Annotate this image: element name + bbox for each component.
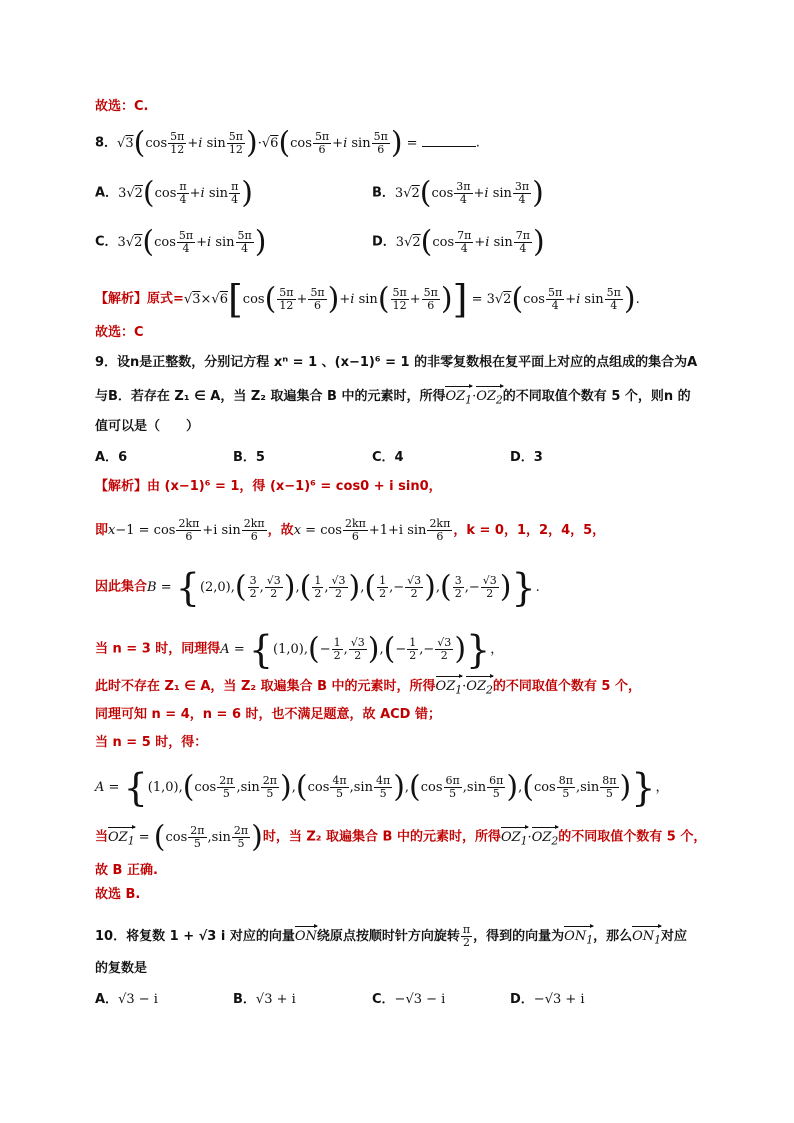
q9-stem-line1: 9．设n是正整数，分别记方程 xⁿ = 1 、(x−1)⁶ = 1 的非零复数根在复平面上对应的点组成的集合为A <box>95 355 698 370</box>
q9-analysis-line5: 此时不存在 Z₁ ∈ A，当 Z₂ 取遍集合 B 中的元素时，所得$OZ_1\cdot OZ_2$的不同取值个数有 5 个， <box>95 678 641 700</box>
q8-option-a: A．3√2(cos $\frac{\pi}{4}$ +i sin $\frac{\pi}{4}$ ) <box>95 175 254 210</box>
q9-stem-line2: 与B．若存在 Z₁ ∈ A，当 Z₂ 取遍集合 B 中的元素时，所得$OZ_1\cdot OZ_2$的不同取值个数有 5 个，则n 的 <box>95 388 691 410</box>
q8-option-d: D．3√2(cos $\frac{7\pi}{4}$ +i sin $\frac{7\pi}{4}$ ) <box>372 224 545 259</box>
q8-analysis: 【解析】原式=√3×√6[cos( $\frac{5\pi}{12}$ + $\frac{5\pi}{6}$ )+i sin( $\frac{5\pi}{12}$ + $\frac{5\pi}{6}$ )] = 3√2(cos $\frac{5\pi}{4}$ +i sin $\frac{5\pi}{4}$ ). <box>95 277 640 321</box>
q9-stem-line3: 值可以是（ ） <box>95 419 200 434</box>
q10-option-a: A．√3 − i <box>95 992 158 1007</box>
answer-blank <box>422 136 476 147</box>
q9-analysis-set-a: A = {(1,0),(cos $\frac{2\pi}{5}$ ,sin $\frac{2\pi}{5}$ ),(cos $\frac{4\pi}{5}$ ,sin $\frac{4\pi}{5}$ ),(cos $\frac{6\pi}{5}$ ,sin $\frac{6\pi}{5}$ ),(cos $\frac{8\pi}{5}$ ,sin $\frac{8\pi}{5}$ )}， <box>95 765 669 809</box>
q9-analysis-line10: 故 B 正确. <box>95 863 158 878</box>
q9-analysis-line9: 当$OZ_1 = (\cos$ $\frac{2\pi}{5}$ ,sin $\frac{2\pi}{5}$ )时，当 Z₂ 取遍集合 B 中的元素时，所得$OZ_1\cdot OZ_2$的不同取值个数有 5 个， <box>95 819 707 854</box>
q9-option-d: D．3 <box>510 450 543 465</box>
q10-stem-line1: 10．将复数 1 + √3 i 对应的向量ON绕原点按顺时针方向旋转 $\frac{\pi}{2}$ ，得到的向量为$ON_1$，那么$ON_1$对应 <box>95 923 688 949</box>
q8-number: 8． <box>95 135 118 151</box>
q8-option-b: B．3√2(cos $\frac{3\pi}{4}$ +i sin $\frac{3\pi}{4}$ ) <box>372 175 544 210</box>
q9-option-b: B．5 <box>233 450 265 465</box>
q10-option-b: B．√3 + i <box>233 992 296 1007</box>
q8-stem: 8．√3(cos $\frac{5\pi}{12}$ +i sin $\frac{5\pi}{12}$ )·√6(cos $\frac{5\pi}{6}$ +i sin $\frac{5\pi}{6}$ ) = . <box>95 125 480 160</box>
q9-analysis-line3: 因此集合B = {(2,0),( $\frac{3}{2}$ , $\frac{√3}{2}$ ),( $\frac{1}{2}$ , $\frac{√3}{2}$ ),( $\frac{1}{2}$ ,− $\frac{√3}{2}$ ),( $\frac{3}{2}$ ,− $\frac{√3}{2}$ )}. <box>95 565 540 609</box>
q9-analysis-line4: 当 n = 3 时，同理得A = {(1,0),(− $\frac{1}{2}$ , $\frac{√3}{2}$ ),(− $\frac{1}{2}$ ,− $\frac{√3}{2}$ )}， <box>95 627 504 671</box>
q10-option-c: C．−√3 − i <box>372 992 446 1007</box>
q10-stem-line2: 的复数是 <box>95 961 148 976</box>
q9-analysis-line1: 【解析】由 (x−1)⁶ = 1，得 (x−1)⁶ = cos0 + i sin0， <box>95 479 442 494</box>
q9-analysis-line6: 同理可知 n = 4，n = 6 时，也不满足题意，故 ACD 错； <box>95 707 441 722</box>
q10-option-d: D．−√3 + i <box>510 992 585 1007</box>
q9-choice: 故选 B. <box>95 887 141 902</box>
prev-answer: 故选：C. <box>95 99 149 114</box>
q8-choice: 故选：C <box>95 325 144 340</box>
q8-option-c: C．3√2(cos $\frac{5\pi}{4}$ +i sin $\frac{5\pi}{4}$ ) <box>95 224 267 259</box>
q9-analysis-line7: 当 n = 5 时，得： <box>95 735 208 750</box>
q9-option-a: A．6 <box>95 450 128 465</box>
q9-analysis-line2: 即x−1 = cos $\frac{2k\pi}{6}$ +i sin $\frac{2k\pi}{6}$ ，故x = cos $\frac{2k\pi}{6}$ +1+i sin $\frac{2k\pi}{6}$ ，k = 0，1，2，4，5， <box>95 517 606 543</box>
q9-option-c: C．4 <box>372 450 404 465</box>
